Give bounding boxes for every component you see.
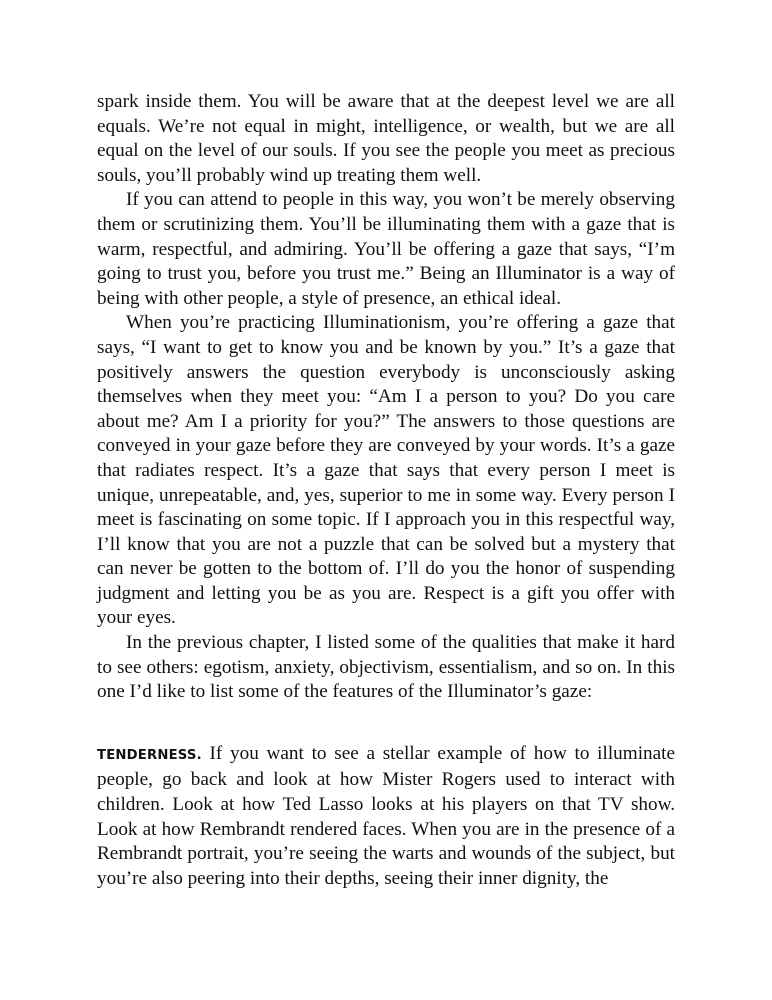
paragraph-tenderness	[97, 742, 675, 892]
paragraph-previous-chapter: In the previous chapter, I listed some of the qualities that make it hard to see others: egotism, anxiety, objectivism, essentialism, and so on. In this one I’d like to list some of the features of the Illuminator’s gaze:	[97, 632, 675, 703]
paragraph-illuminationism: When you’re practicing Illuminationism, you’re offering a gaze that says, “I want to get to know you and be known by you.” It’s a gaze that positively answers the question everybody is unconsciously asking themselves when they meet you: “Am I a person to you? Do you care about me? Am I a priority for you?” The answers to those questions are conveyed in your gaze before they are conveyed by your words. It’s a gaze that radiates respect. It’s a gaze that says that every person I meet is unique, unrepeatable, and, yes, superior to me in some way. Every person I meet is fascinating on some topic. If I approach you in this respectful way, I’ll know that you are not a puzzle that can be solved but a mystery that can never be gotten to the bottom of. I’ll do you the honor of suspending judgment and letting you be as you are. Respect is a gift you offer with your eyes.	[97, 312, 675, 629]
paragraph-attend-to-people: If you can attend to people in this way, you won’t be merely observing them or scrutinizing them. You’ll be illuminating them with a gaze that is warm, respectful, and admiring. You’ll be offering a gaze that says, “I’m going to trust you, before you trust me.” Being an Illuminator is a way of being with other people, a style of presence, an ethical ideal.	[97, 189, 675, 309]
section-spacer	[97, 705, 675, 742]
section-heading-tenderness: TENDERNESS.	[97, 747, 202, 763]
paragraph-continuation: spark inside them. You will be aware that at the deepest level we are all equals. We’re not equal in might, intelligence, or wealth, but we are all equal on the level of our souls. If you see the people you meet as precious souls, you’ll probably wind up treating them well.	[97, 91, 675, 186]
section-text-tenderness: If you want to see a stellar example of how to illuminate people, go back and look at how Mister Rogers used to interact with children. Look at how Ted Lasso looks at his players on that TV show. Look at how Rembrandt rendered faces. When you are in the presence of a Rembrandt portrait, you’re seeing the warts and wounds of the subject, but you’re also peering into their depths, seeing their inner dignity, the	[97, 742, 675, 889]
book-page	[97, 90, 675, 891]
